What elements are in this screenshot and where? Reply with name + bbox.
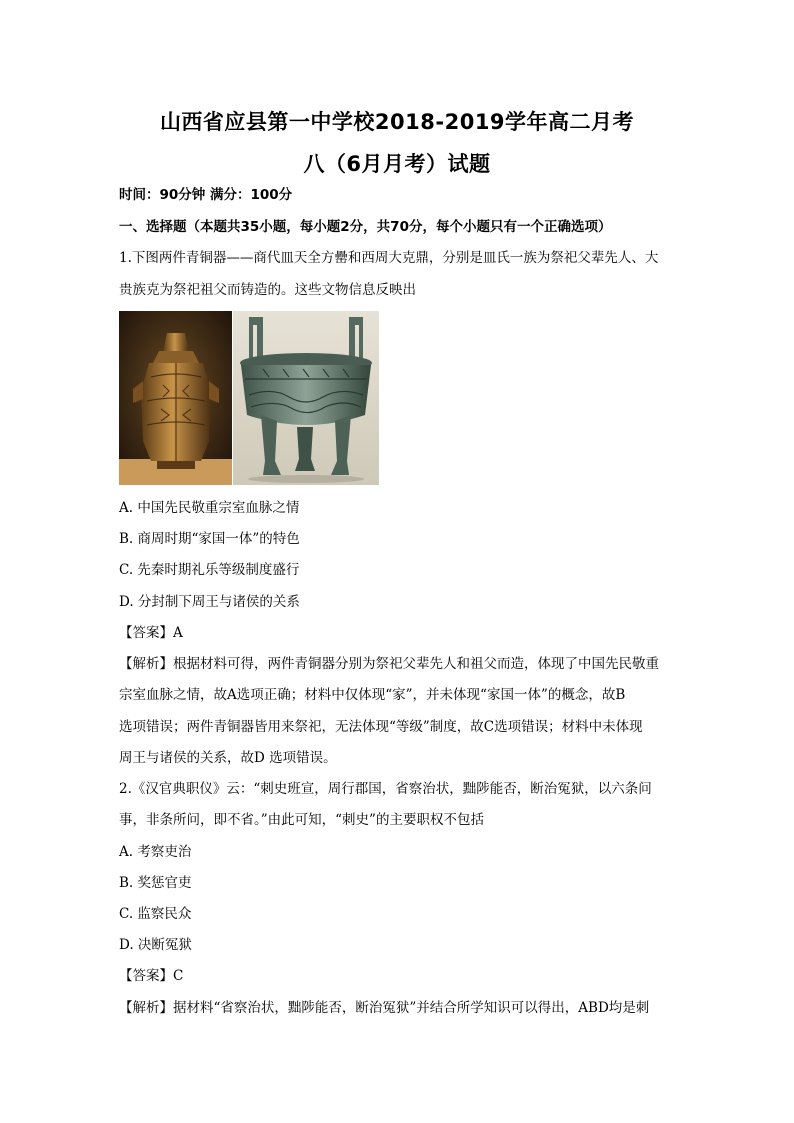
q1-analysis-line2: 宗室血脉之情，故A选项正确；材料中仅体现“家”，并未体现“家国一体”的概念，故B	[119, 687, 626, 703]
q2-analysis-line1: 【解析】据材料“省察治状，黜陟能否，断治冤狱”并结合所学知识可以得出，ABD均是刺	[119, 1000, 650, 1016]
q1-stem-line2: 贵族克为祭祀祖父而铸造的。这些文物信息反映出	[119, 282, 416, 298]
q1-option-c: C. 先秦时期礼乐等级制度盛行	[119, 562, 300, 578]
bronze-lei-photo	[119, 311, 232, 485]
q1-answer: 【答案】A	[119, 625, 183, 641]
exam-title-line1: 山西省应县第一中学校2018-2019学年高二月考	[159, 110, 635, 134]
time-score-line: 时间：90分钟 满分：100分	[119, 187, 293, 203]
exam-title-line2: 八（6月月考）试题	[303, 152, 491, 176]
q2-option-b: B. 奖惩官吏	[119, 875, 192, 891]
q1-option-d: D. 分封制下周王与诸侯的关系	[119, 594, 300, 610]
q1-analysis-line3: 选项错误；两件青铜器皆用来祭祀，无法体现“等级”制度，故C选项错误；材料中未体现	[119, 719, 643, 735]
q1-option-b: B. 商周时期“家国一体”的特色	[119, 531, 300, 547]
q2-stem-line1: 2.《汉官典职仪》云：“刺史班宣，周行郡国，省察治状，黜陟能否，断治冤狱，以六条问	[119, 781, 652, 797]
section-heading: 一、选择题（本题共35小题，每小题2分，共70分，每个小题只有一个正确选项）	[119, 219, 612, 235]
q1-analysis-line1: 【解析】根据材料可得，两件青铜器分别为祭祀父辈先人和祖父而造，体现了中国先民敬重	[119, 656, 659, 672]
q1-stem-line1: 1.下图两件青铜器——商代皿天全方罍和西周大克鼎，分别是皿氏一族为祭祀父辈先人、大	[119, 250, 659, 266]
q2-option-d: D. 决断冤狱	[119, 937, 192, 953]
q2-option-a: A. 考察吏治	[119, 844, 192, 860]
q1-analysis-line4: 周王与诸侯的关系，故D 选项错误。	[119, 750, 337, 766]
q2-stem-line2: 事，非条所问，即不省。”由此可知，“刺史”的主要职权不包括	[119, 812, 484, 828]
q2-answer: 【答案】C	[119, 968, 184, 984]
q2-option-c: C. 监察民众	[119, 906, 192, 922]
bronze-ding-photo	[233, 311, 379, 485]
q1-option-a: A. 中国先民敬重宗室血脉之情	[119, 500, 300, 516]
bronze-photos	[119, 311, 379, 485]
